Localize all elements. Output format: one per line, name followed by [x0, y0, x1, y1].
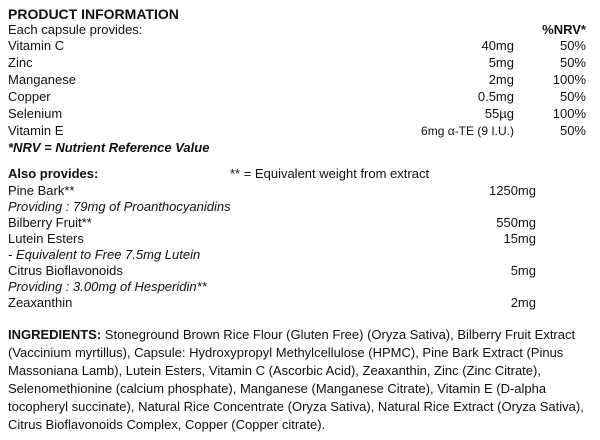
equivalent-weight-note: ** = Equivalent weight from extract [230, 166, 430, 181]
extract-name: Lutein Esters [8, 231, 84, 246]
extract-amount: 15mg [503, 231, 536, 246]
nutrient-nrv: 100% [552, 72, 586, 87]
nutrient-name: Vitamin C [8, 38, 65, 53]
nutrient-name: Copper [8, 89, 51, 104]
nutrient-amount: 5mg [488, 55, 514, 70]
extract-name: Pine Bark** [8, 183, 75, 198]
ingredients-label: INGREDIENTS: [8, 327, 102, 342]
extract-name: Bilberry Fruit** [8, 215, 92, 230]
nutrient-name: Manganese [8, 72, 76, 87]
nutrient-nrv: 50% [559, 38, 586, 53]
nrv-footnote: *NRV = Nutrient Reference Value [8, 140, 210, 155]
extract-note: Providing : 79mg of Proanthocyanidins [8, 199, 231, 214]
nutrient-nrv: 50% [559, 55, 586, 70]
ingredients-text: Stoneground Brown Rice Flour (Gluten Free) (Oryza Sativa), Bilberry Fruit Extract (Vaccinium myrtillus), Capsule: Hydroxypropyl Methylcellulose (HPMC), Pine Bark Extract (Pinus Massoniana Lamb), Lutein Esters, Vitamin C (Ascorbic Acid), Zeaxanthin, Zinc (Zinc Citrate), Selenomethionine (calcium phosphate), Manganese (Manganese Citrate), Vitamin E (D-alpha tocopheryl succinate), Natural Rice Concentrate (Oryza Sativa), Natural Rice Extract (Oryza Sativa), Citrus Bioflavonoids Complex, Copper (Copper citrate). [8, 327, 584, 432]
extract-note: - Equivalent to Free 7.5mg Lutein [8, 247, 201, 262]
intro-text: Each capsule provides: [8, 22, 143, 37]
nutrient-amount: 2mg [488, 72, 514, 87]
extract-amount: 550mg [496, 215, 536, 230]
ingredients-paragraph [8, 326, 594, 434]
also-provides-heading: Also provides: [8, 166, 99, 181]
nutrient-name: Vitamin E [8, 123, 64, 138]
extract-note: Providing : 3.00mg of Hesperidin** [8, 279, 207, 294]
extract-amount: 1250mg [489, 183, 536, 198]
nutrient-amount: 6mg α-TE (9 I.U.) [421, 124, 514, 138]
nutrient-name: Selenium [8, 106, 63, 121]
nrv-column-header: %NRV* [542, 22, 586, 37]
nutrient-amount: 40mg [481, 38, 514, 53]
extract-name: Citrus Bioflavonoids [8, 263, 123, 278]
page-title: PRODUCT INFORMATION [8, 6, 179, 22]
nutrient-nrv: 100% [552, 106, 586, 121]
extract-name: Zeaxanthin [8, 295, 73, 310]
nutrient-amount: 55µg [484, 106, 514, 121]
nutrient-nrv: 50% [559, 89, 586, 104]
nutrient-name: Zinc [8, 55, 33, 70]
extract-amount: 2mg [510, 295, 536, 310]
nutrient-amount: 0.5mg [477, 89, 514, 104]
extract-amount: 5mg [510, 263, 536, 278]
nutrient-nrv: 50% [559, 123, 586, 138]
